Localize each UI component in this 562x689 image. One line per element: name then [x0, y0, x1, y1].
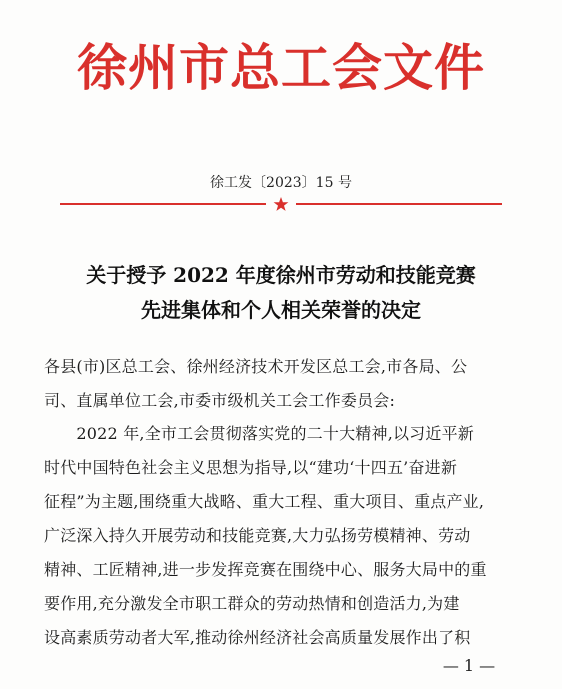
divider-rule-left: [60, 203, 266, 205]
body-text-line: 各县(市)区总工会、徐州经济技术开发区总工会,市各局、公: [44, 357, 468, 376]
body-text-line: 广泛深入持久开展劳动和技能竞赛,大力弘扬劳模精神、劳动: [44, 526, 471, 545]
page-number: — 1 —: [442, 656, 496, 675]
body-text-line: 设高素质劳动者大军,推动徐州经济社会高质量发展作出了积: [44, 628, 471, 647]
body-text-line: 征程”为主题,围绕重大战略、重大工程、重大项目、重点产业,: [44, 492, 485, 511]
body-text-line: 2022 年,全市工会贯彻落实党的二十大精神,以习近平新: [44, 424, 474, 443]
red-divider: [60, 196, 502, 212]
star-icon: [273, 196, 289, 212]
body-text-line: 时代中国特色社会主义思想为指导,以“建功‘十四五’奋进新: [44, 458, 458, 477]
document-number: 徐工发〔2023〕15 号: [210, 175, 352, 191]
body-text-line: 要作用,充分激发全市职工群众的劳动热情和创造活力,为建: [44, 594, 460, 613]
document-title-line-2: 先进集体和个人相关荣誉的决定: [141, 298, 421, 322]
masthead-title: 徐州市总工会文件: [77, 38, 485, 97]
body-text-line: 精神、工匠精神,进一步发挥竞赛在围绕中心、服务大局中的重: [44, 560, 487, 579]
body-text-line: 司、直属单位工会,市委市级机关工会工作委员会:: [44, 391, 396, 410]
divider-rule-right: [296, 203, 502, 205]
document-title-line-1: 关于授予 2022 年度徐州市劳动和技能竞赛: [86, 263, 476, 287]
